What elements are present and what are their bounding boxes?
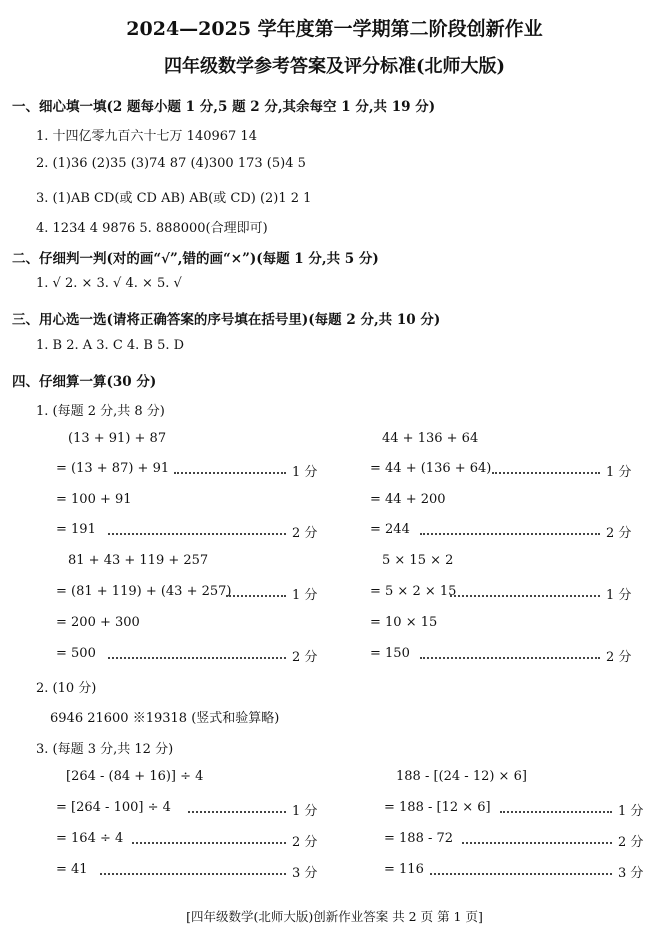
dot-leader (420, 533, 600, 535)
score-label: 3 分 (292, 866, 318, 881)
s1-line-2: 2. (1)36 (2)35 (3)74 87 (4)300 173 (5)4 5 (36, 156, 306, 171)
dot-leader (462, 842, 612, 844)
q1a-left-step-1: = (13 + 87) + 91 (56, 461, 170, 476)
q1b-right-step-2: = 10 × 15 (370, 615, 438, 630)
q1a-left-step-2: = 100 + 91 (56, 492, 132, 507)
q1a-left-step-0: (13 + 91) + 87 (68, 431, 167, 446)
page-footer: [四年级数学(北师大版)创新作业答案 共 2 页 第 1 页] (186, 909, 483, 924)
q3-header: 3. (每题 3 分,共 12 分) (36, 742, 174, 757)
q1a-right-step-3: = 244 (370, 522, 410, 537)
score-label: 2 分 (292, 526, 318, 541)
q1b-left-step-1: = (81 + 119) + (43 + 257) (56, 584, 232, 599)
q1-header: 1. (每题 2 分,共 8 分) (36, 404, 165, 419)
section-1-header: 一、细心填一填(2 题每小题 1 分,5 题 2 分,其余每空 1 分,共 19 分) (12, 99, 436, 115)
dot-leader (108, 533, 286, 535)
s1-line-3: 3. (1)AB CD(或 CD AB) AB(或 CD) (2)1 2 1 (36, 191, 312, 206)
q1a-right-step-2: = 44 + 200 (370, 492, 446, 507)
score-label: 2 分 (292, 650, 318, 665)
score-label: 2 分 (606, 650, 632, 665)
q1b-left-step-3: = 500 (56, 646, 96, 661)
dot-leader (430, 873, 612, 875)
q1b-left-step-2: = 200 + 300 (56, 615, 140, 630)
score-label: 2 分 (618, 835, 644, 850)
score-label: 3 分 (618, 866, 644, 881)
q2-answers: 6946 21600 ※19318 (竖式和验算略) (50, 711, 280, 726)
s3-answers: 1. B 2. A 3. C 4. B 5. D (36, 338, 185, 353)
q3-right-step-1: = 188 - [12 × 6] (384, 800, 491, 815)
dot-leader (108, 657, 286, 659)
q1a-right-step-0: 44 + 136 + 64 (382, 431, 479, 446)
q3-right-step-0: 188 - [(24 - 12) × 6] (396, 769, 527, 784)
section-3-header: 三、用心选一选(请将正确答案的序号填在括号里)(每题 2 分,共 10 分) (12, 312, 441, 328)
q1b-left-step-0: 81 + 43 + 119 + 257 (68, 553, 209, 568)
score-label: 2 分 (292, 835, 318, 850)
score-label: 1 分 (292, 804, 318, 819)
q1b-right-step-3: = 150 (370, 646, 410, 661)
q3-right-step-3: = 116 (384, 862, 424, 877)
q1b-right-step-1: = 5 × 2 × 15 (370, 584, 457, 599)
page-subtitle: 四年级数学参考答案及评分标准(北师大版) (163, 56, 506, 77)
dot-leader (450, 595, 600, 597)
dot-leader (500, 811, 612, 813)
s1-line-1: 1. 十四亿零九百六十七万 140967 14 (36, 129, 257, 144)
section-4-header: 四、仔细算一算(30 分) (12, 374, 157, 390)
score-label: 1 分 (292, 588, 318, 603)
score-label: 1 分 (606, 465, 632, 480)
score-label: 2 分 (606, 526, 632, 541)
section-2-header: 二、仔细判一判(对的画“√”,错的画“×”)(每题 1 分,共 5 分) (12, 251, 379, 267)
q3-right-step-2: = 188 - 72 (384, 831, 454, 846)
dot-leader (188, 811, 286, 813)
q3-left-step-2: = 164 ÷ 4 (56, 831, 124, 846)
dot-leader (420, 657, 600, 659)
dot-leader (132, 842, 286, 844)
dot-leader (100, 873, 286, 875)
q3-left-step-1: = [264 - 100] ÷ 4 (56, 800, 171, 815)
page-title: 2024—2025 学年度第一学期第二阶段创新作业 (126, 18, 543, 40)
q3-left-step-0: [264 - (84 + 16)] ÷ 4 (66, 769, 204, 784)
dot-leader (226, 595, 286, 597)
score-label: 1 分 (618, 804, 644, 819)
q1a-left-step-3: = 191 (56, 522, 96, 537)
score-label: 1 分 (606, 588, 632, 603)
dot-leader (492, 472, 600, 474)
s2-answers: 1. √ 2. × 3. √ 4. × 5. √ (36, 276, 182, 291)
q3-left-step-3: = 41 (56, 862, 88, 877)
q1a-right-step-1: = 44 + (136 + 64) (370, 461, 492, 476)
s1-line-4: 4. 1234 4 9876 5. 888000(合理即可) (36, 221, 268, 236)
q1b-right-step-0: 5 × 15 × 2 (382, 553, 454, 568)
q2-header: 2. (10 分) (36, 681, 97, 696)
score-label: 1 分 (292, 465, 318, 480)
dot-leader (174, 472, 286, 474)
